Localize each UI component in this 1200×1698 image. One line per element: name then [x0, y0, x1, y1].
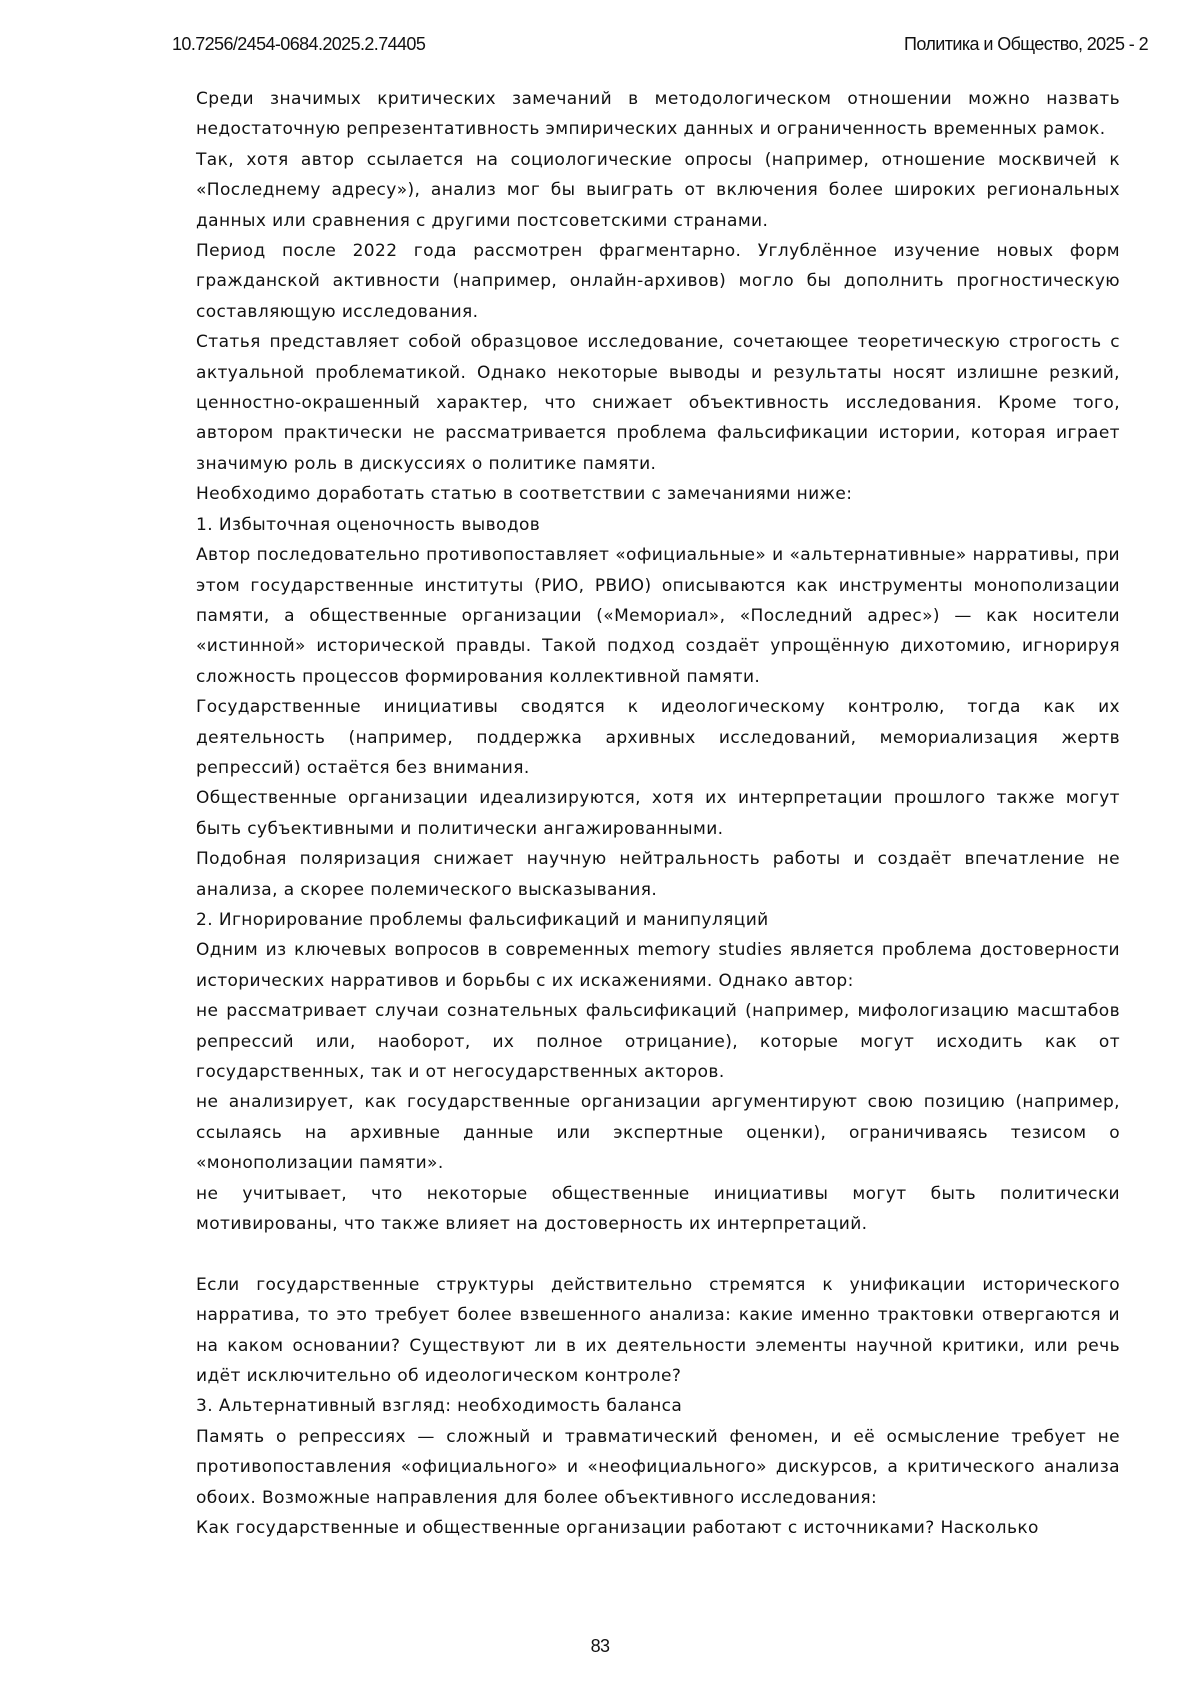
page-number: 83 — [590, 1636, 610, 1656]
paragraph-state-initiatives: Государственные инициативы сводятся к идеологическому контролю, тогда как их деятельность (например, поддержка архивных исследований, мемориализация жертв репрессий) остаётся без внимания. — [196, 697, 1120, 778]
paragraph-repression-memory: Память о репрессиях — сложный и травматический феномен, и её осмысление требует не противопоставления «официального» и «неофициального» дискурсов, а критического анализа обоих. Возможные направления для более объективного исследования: — [196, 1426, 1120, 1508]
doi-label: 10.7256/2454-0684.2025.2.74405 — [172, 34, 426, 54]
section-heading-2: 2. Игнорирование проблемы фальсификаций и манипуляций — [196, 909, 769, 930]
section-heading-1: 1. Избыточная оценочность выводов — [196, 514, 541, 535]
paragraph-unification: Если государственные структуры действительно стремятся к унификации исторического нарратива, то это требует более взвешенного анализа: какие именно трактовки отвергаются и на каком основании? Существуют ли в их деятельности элементы научной критики, или речь идёт исключительно об идеологическом контроле? — [196, 1274, 1120, 1387]
paragraph-spacer — [196, 1239, 1120, 1269]
list-item-state-arguments: не анализирует, как государственные организации аргументируют свою позицию (например, ссылаясь на архивные данные или экспертные оценки), ограничиваясь тезисом о «монополизации памяти». — [196, 1092, 1120, 1174]
paragraph-surveys: Так, хотя автор ссылается на социологические опросы (например, отношение москвичей к «Последнему адресу»), анализ мог бы выиграть от включения более широких региональных данных или сравнения с другими постсоветскими странами. — [196, 149, 1120, 231]
section-heading-3: 3. Альтернативный взгляд: необходимость баланса — [196, 1396, 683, 1417]
list-item-falsifications: не рассматривает случаи сознательных фальсификаций (например, мифологизацию масштабов репрессий или, наоборот, их полное отрицание), которые могут исходить как от государственных, так и от негосударственных акторов. — [196, 1001, 1120, 1082]
paragraph-post-2022: Период после 2022 года рассмотрен фрагментарно. Углублённое изучение новых форм гражданской активности (например, онлайн-архивов) могло бы дополнить прогностическую составляющую исследования. — [196, 241, 1120, 322]
article-body — [196, 84, 1120, 1543]
paragraph-sources-question: Как государственные и общественные организации работают с источниками? Насколько — [196, 1518, 1039, 1539]
paragraph-revision-request: Необходимо доработать статью в соответствии с замечаниями ниже: — [196, 484, 853, 505]
running-header — [172, 34, 1148, 64]
journal-issue-label: Политика и Общество, 2025 - 2 — [904, 34, 1148, 54]
paragraph-evaluation: Статья представляет собой образцовое исследование, сочетающее теоретическую строгость с актуальной проблематикой. Однако некоторые выводы и результаты носят излишне резкий, ценностно-окрашенный характер, что снижает объективность исследования. Кроме того, автором практически не рассматривается проблема фальсификации истории, которая играет значимую роль в дискуссиях о политике памяти. — [196, 332, 1120, 474]
paragraph-memory-studies: Одним из ключевых вопросов в современных memory studies является проблема достоверности исторических нарративов и борьбы с их искажениями. Однако автор: — [196, 940, 1120, 991]
list-item-political-motivation: не учитывает, что некоторые общественные инициативы могут быть политически мотивированы, что также влияет на достоверность их интерпретаций. — [196, 1183, 1120, 1235]
paragraph-methodology-critique: Среди значимых критических замечаний в методологическом отношении можно назвать недостаточную репрезентативность эмпирических данных и ограниченность временных рамок. — [196, 89, 1120, 140]
paragraph-public-organizations: Общественные организации идеализируются, хотя их интерпретации прошлого также могут быть субъективными и политически ангажированными. — [196, 788, 1120, 839]
paragraph-polarization: Подобная поляризация снижает научную нейтральность работы и создаёт впечатление не анализа, а скорее полемического высказывания. — [196, 849, 1120, 900]
paragraph-dichotomy: Автор последовательно противопоставляет «официальные» и «альтернативные» нарративы, при этом государственные институты (РИО, РВИО) описываются как инструменты монополизации памяти, а общественные организации («Мемориал», «Последний адрес») — как носители «истинной» исторической правды. Такой подход создаёт упрощённую дихотомию, игнорируя сложность процессов формирования коллективной памяти. — [196, 545, 1120, 687]
